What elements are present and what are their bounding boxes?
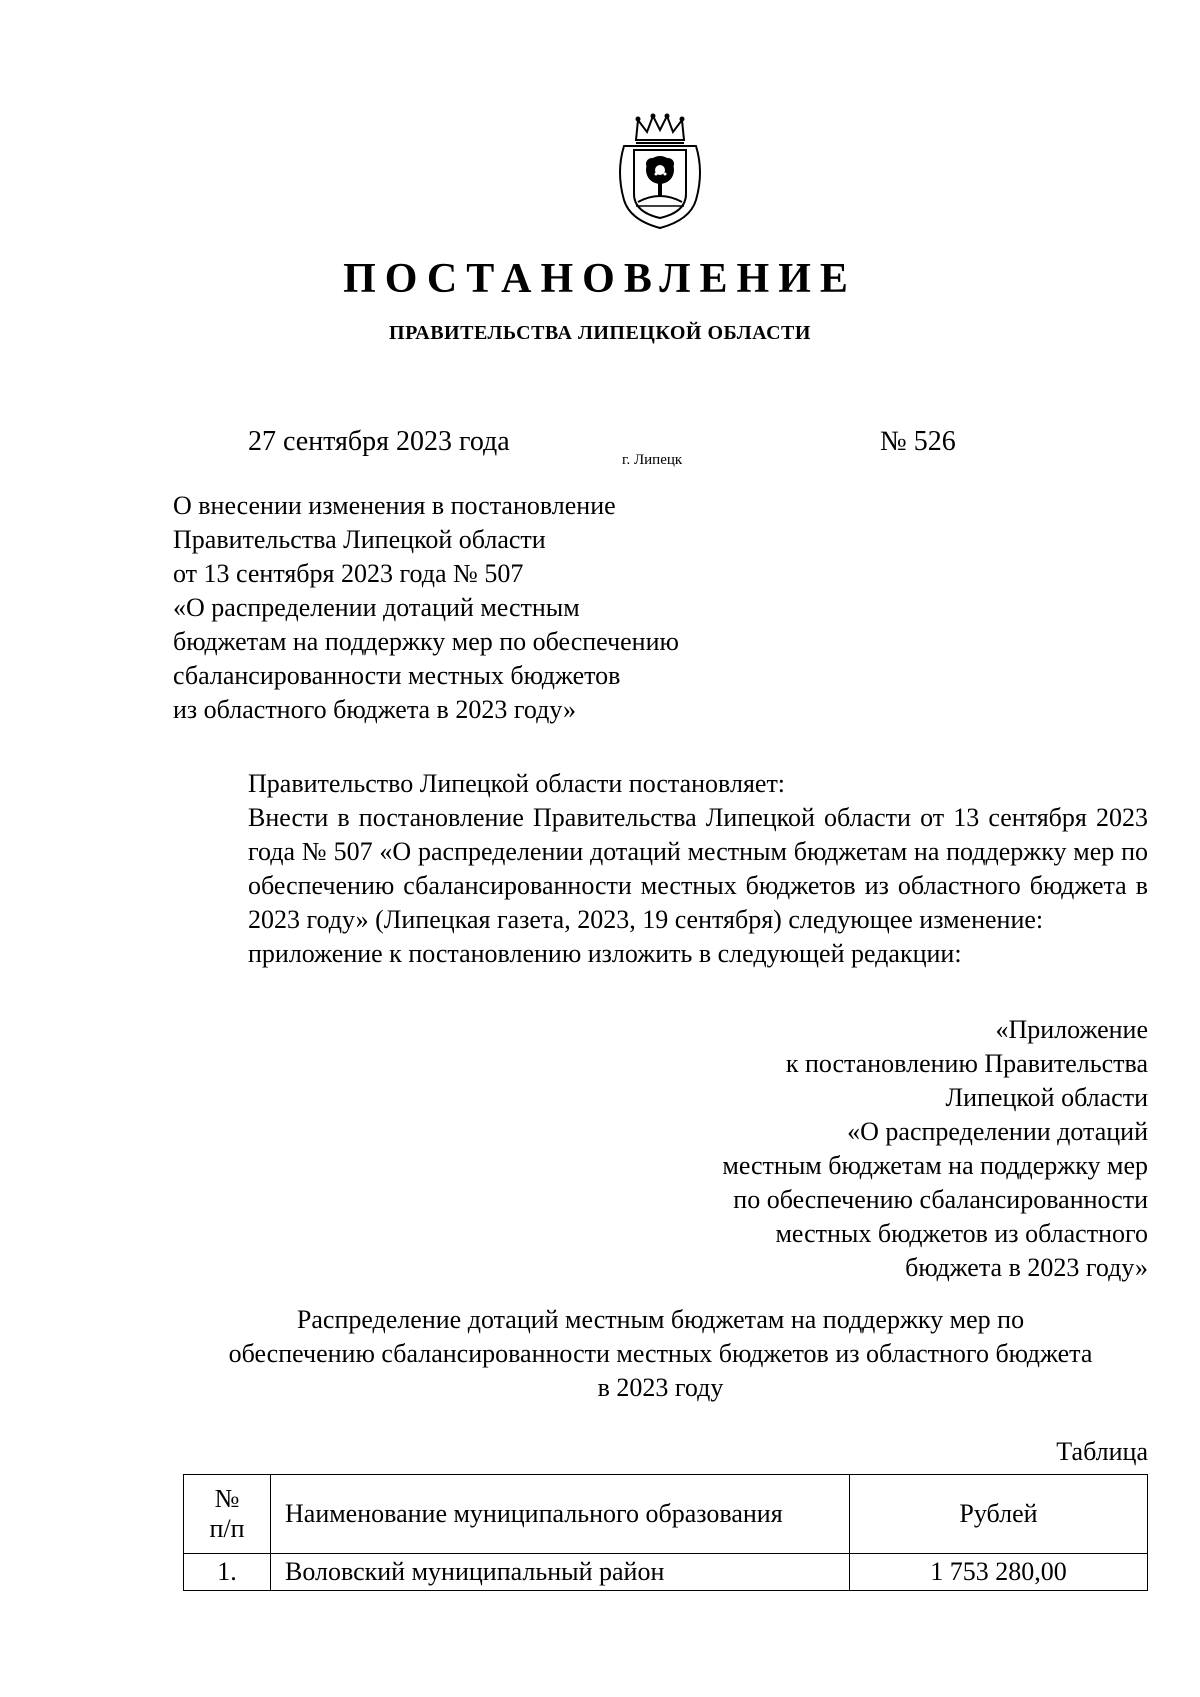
appendix-line: местных бюджетов из областного <box>775 1219 1148 1248</box>
subject-line: О внесении изменения в постановление <box>173 491 616 520</box>
row-amount: 1 753 280,00 <box>850 1554 1148 1591</box>
document-title: ПОСТАНОВЛЕНИЕ <box>343 256 857 302</box>
document-subject <box>173 489 679 727</box>
header-number-pp: п/п <box>209 1514 245 1543</box>
subject-line: от 13 сентября 2023 года № 507 <box>173 559 524 588</box>
subject-line: сбалансированности местных бюджетов <box>173 661 621 690</box>
appendix-line: «Приложение <box>995 1015 1148 1044</box>
subject-line: из областного бюджета в 2023 году» <box>173 695 576 724</box>
header-amount-cell: Рублей <box>850 1475 1148 1554</box>
document-body <box>173 767 1148 971</box>
appendix-line: местным бюджетам на поддержку мер <box>722 1151 1148 1180</box>
row-number: 1. <box>184 1554 271 1591</box>
document-city: г. Липецк <box>622 452 683 468</box>
body-instruction: приложение к постановлению изложить в следующей редакции: <box>248 939 962 968</box>
appendix-line: «О распределении дотаций <box>847 1117 1148 1146</box>
distribution-title <box>173 1303 1148 1405</box>
subject-line: Правительства Липецкой области <box>173 525 546 554</box>
row-municipality: Воловский муниципальный район <box>271 1554 850 1591</box>
appendix-line: Липецкой области <box>945 1083 1148 1112</box>
appendix-line: по обеспечению сбалансированности <box>733 1185 1148 1214</box>
distribution-line: Распределение дотаций местным бюджетам на поддержку мер по <box>296 1305 1025 1334</box>
document-issuer: ПРАВИТЕЛЬСТВА ЛИПЕЦКОЙ ОБЛАСТИ <box>389 322 811 344</box>
distribution-table <box>183 1474 1148 1591</box>
body-paragraph: Внести в постановление Правительства Липецкой области от 13 сентября 2023 года № 507 «О распределении дотаций местным бюджетам на поддержку мер по обеспечению сбалансированности местных бюджетов из областного бюджета в 2023 году» (Липецкая газета, 2023, 19 сентября) следующее изменение: <box>248 803 1148 934</box>
table-label: Таблица <box>1056 1437 1148 1466</box>
table-row <box>184 1554 1148 1591</box>
coat-of-arms-emblem <box>614 112 706 232</box>
header-number-cell <box>184 1475 271 1554</box>
appendix-line: к постановлению Правительства <box>785 1049 1148 1078</box>
subject-line: бюджетам на поддержку мер по обеспечению <box>173 627 679 656</box>
document-number: № 526 <box>880 426 956 457</box>
document-date: 27 сентября 2023 года <box>248 426 510 457</box>
distribution-line: обеспечению сбалансированности местных бюджетов из областного бюджета <box>228 1339 1093 1368</box>
table-header-row <box>184 1475 1148 1554</box>
distribution-line: в 2023 году <box>597 1373 724 1402</box>
appendix-heading <box>722 1013 1148 1285</box>
header-name-cell: Наименование муниципального образования <box>271 1475 850 1554</box>
body-intro: Правительство Липецкой области постановляет: <box>248 769 786 798</box>
header-number-sign: № <box>214 1484 240 1513</box>
subject-line: «О распределении дотаций местным <box>173 593 580 622</box>
appendix-line: бюджета в 2023 году» <box>905 1253 1148 1282</box>
